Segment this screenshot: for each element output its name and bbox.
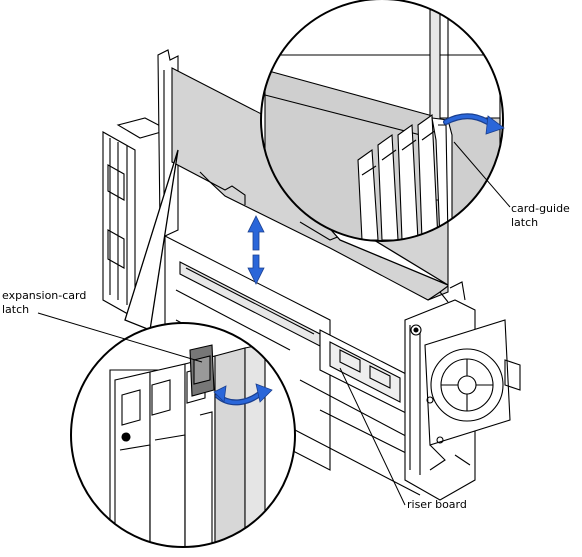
expansion-card-latch-label: [2, 289, 86, 317]
riser-board-label: riser board: [407, 498, 467, 511]
card-guide-latch-label: [511, 202, 570, 230]
expansion-card-latch-label-line2: latch: [2, 303, 30, 316]
up-down-arrow-icon: [248, 216, 264, 284]
expansion-card-latch-label-line1: expansion-card: [2, 289, 87, 302]
card-guide-latch-label-line2: latch: [511, 216, 539, 229]
card-guide-latch-label-line1: card-guide: [511, 202, 570, 215]
